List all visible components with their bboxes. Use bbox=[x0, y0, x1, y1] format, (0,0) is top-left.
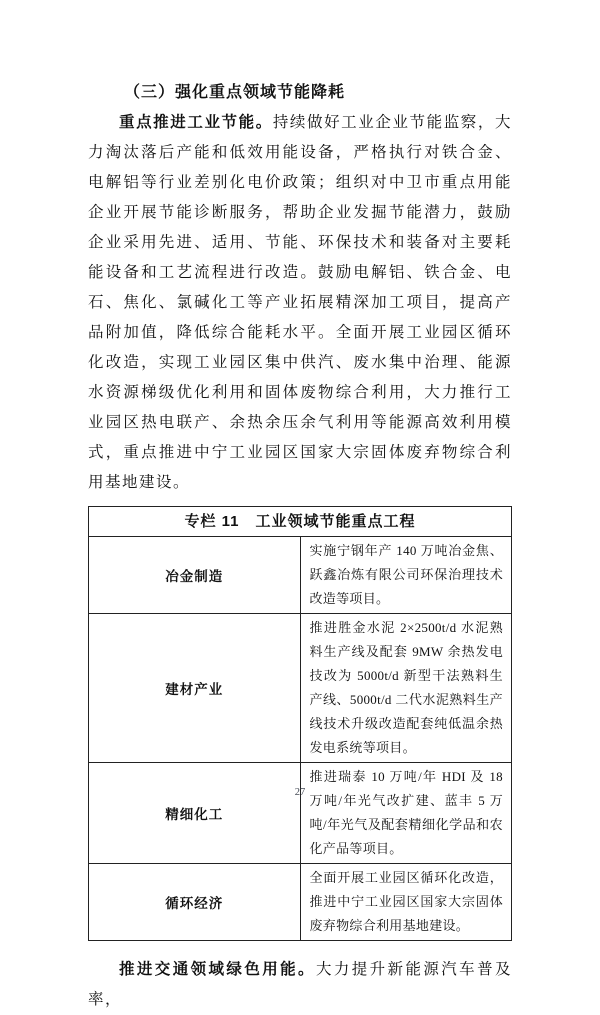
row-category: 冶金制造 bbox=[89, 537, 301, 614]
paragraph-industry-body: 持续做好工业企业节能监察，大力淘汰落后产能和低效用能设备，严格执行对铁合金、电解铝等行业差别化电价政策；组织对中卫市重点用能企业开展节能诊断服务，帮助企业发掘节能潜力，鼓励企业采用先进、适用、节能、环保技术和装备对主要耗能设备和工艺流程进行改造。鼓励电解铝、铁合金、电石、焦化、氯碱化工等产业拓展精深加工项目，提高产品附加值，降低综合能耗水平。全面开展工业园区循环化改造，实现工业园区集中供汽、废水集中治理、能源水资源梯级优化利用和固体废物综合利用，大力推行工业园区热电联产、余热余压余气利用等能源高效利用模式，重点推进中宁工业园区国家大宗固体废弃物综合利用基地建设。 bbox=[88, 114, 512, 491]
table-row bbox=[89, 763, 512, 864]
row-description: 推进瑞泰 10 万吨/年 HDI 及 18 万吨/年光气改扩建、蓝丰 5 万吨/年光气及配套精细化学品和农化产品等项目。 bbox=[300, 763, 512, 864]
panel-title: 专栏 11 工业领域节能重点工程 bbox=[89, 507, 512, 537]
paragraph-transport-body: 大力提升新能源汽车普及率， bbox=[88, 961, 512, 1008]
row-category: 精细化工 bbox=[89, 763, 301, 864]
table-row bbox=[89, 537, 512, 614]
row-category: 循环经济 bbox=[89, 864, 301, 941]
row-category: 建材产业 bbox=[89, 614, 301, 763]
panel-title-row bbox=[89, 507, 512, 537]
table-row bbox=[89, 864, 512, 941]
row-description: 推进胜金水泥 2×2500t/d 水泥熟料生产线及配套 9MW 余热发电技改为 5000t/d 新型干法熟料生产线、5000t/d 二代水泥熟料生产线技术升级改造配套纯低温余热发电系统等项目。 bbox=[300, 614, 512, 763]
paragraph-transport-lead: 推进交通领域绿色用能。 bbox=[119, 961, 316, 978]
paragraph-transport bbox=[88, 955, 512, 1015]
panel-table bbox=[88, 506, 512, 941]
page-number: 27 bbox=[294, 787, 306, 798]
table-row bbox=[89, 614, 512, 763]
row-description: 全面开展工业园区循环化改造，推进中宁工业园区国家大宗固体废弃物综合利用基地建设。 bbox=[300, 864, 512, 941]
paragraph-industry-lead: 重点推进工业节能。 bbox=[119, 114, 273, 131]
section-heading: （三）强化重点领域节能降耗 bbox=[124, 84, 346, 101]
row-description: 实施宁钢年产 140 万吨冶金焦、跃鑫冶炼有限公司环保治理技术改造等项目。 bbox=[300, 537, 512, 614]
paragraph-industry bbox=[88, 108, 512, 498]
